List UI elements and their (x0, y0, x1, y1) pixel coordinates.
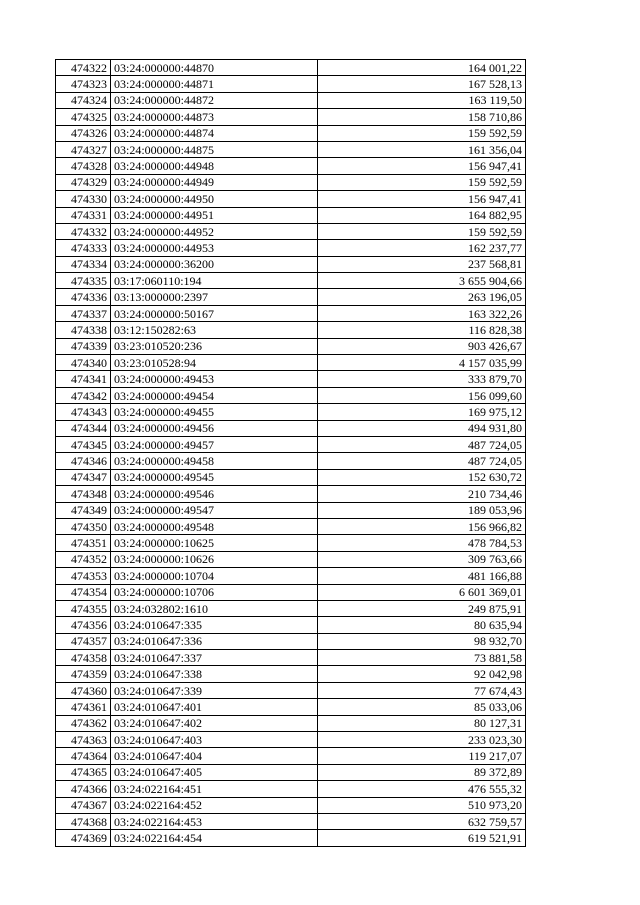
amount-cell: 481 166,88 (318, 568, 526, 584)
table-row (56, 322, 526, 338)
table-row (56, 732, 526, 748)
amount-cell: 159 592,59 (318, 174, 526, 190)
row-number-cell: 474340 (56, 355, 111, 371)
table-row (56, 453, 526, 469)
row-number-cell: 474342 (56, 387, 111, 403)
table-row (56, 289, 526, 305)
table-row (56, 617, 526, 633)
table-row (56, 666, 526, 682)
table-row (56, 568, 526, 584)
table-row (56, 682, 526, 698)
cadastral-number-cell: 03:24:000000:49546 (111, 486, 318, 502)
cadastral-number-cell: 03:24:000000:44870 (111, 60, 318, 76)
row-number-cell: 474360 (56, 682, 111, 698)
cadastral-number-cell: 03:24:000000:44875 (111, 141, 318, 157)
row-number-cell: 474341 (56, 371, 111, 387)
table-row (56, 486, 526, 502)
table-row (56, 174, 526, 190)
table-row (56, 650, 526, 666)
row-number-cell: 474324 (56, 92, 111, 108)
table-row (56, 469, 526, 485)
row-number-cell: 474359 (56, 666, 111, 682)
table-body (56, 60, 526, 847)
row-number-cell: 474357 (56, 633, 111, 649)
table-row (56, 305, 526, 321)
row-number-cell: 474333 (56, 240, 111, 256)
row-number-cell: 474322 (56, 60, 111, 76)
row-number-cell: 474323 (56, 76, 111, 92)
cadastral-number-cell: 03:24:000000:49453 (111, 371, 318, 387)
amount-cell: 156 947,41 (318, 158, 526, 174)
cadastral-number-cell: 03:24:010647:403 (111, 732, 318, 748)
row-number-cell: 474336 (56, 289, 111, 305)
table-row (56, 223, 526, 239)
table-row (56, 797, 526, 813)
row-number-cell: 474358 (56, 650, 111, 666)
table-row (56, 92, 526, 108)
table-row (56, 387, 526, 403)
amount-cell: 152 630,72 (318, 469, 526, 485)
row-number-cell: 474354 (56, 584, 111, 600)
amount-cell: 163 322,26 (318, 305, 526, 321)
row-number-cell: 474335 (56, 273, 111, 289)
table-row (56, 764, 526, 780)
row-number-cell: 474361 (56, 699, 111, 715)
table-row (56, 125, 526, 141)
cadastral-number-cell: 03:23:010520:236 (111, 338, 318, 354)
table-row (56, 191, 526, 207)
cadastral-number-cell: 03:24:000000:49454 (111, 387, 318, 403)
row-number-cell: 474337 (56, 305, 111, 321)
cadastral-number-cell: 03:24:000000:10704 (111, 568, 318, 584)
amount-cell: 161 356,04 (318, 141, 526, 157)
amount-cell: 6 601 369,01 (318, 584, 526, 600)
amount-cell: 494 931,80 (318, 420, 526, 436)
row-number-cell: 474330 (56, 191, 111, 207)
amount-cell: 80 127,31 (318, 715, 526, 731)
amount-cell: 73 881,58 (318, 650, 526, 666)
row-number-cell: 474368 (56, 813, 111, 829)
row-number-cell: 474339 (56, 338, 111, 354)
amount-cell: 333 879,70 (318, 371, 526, 387)
cadastral-number-cell: 03:24:010647:337 (111, 650, 318, 666)
amount-cell: 164 882,95 (318, 207, 526, 223)
table-row (56, 502, 526, 518)
cadastral-number-cell: 03:24:000000:44874 (111, 125, 318, 141)
table-row (56, 371, 526, 387)
amount-cell: 167 528,13 (318, 76, 526, 92)
row-number-cell: 474362 (56, 715, 111, 731)
amount-cell: 156 966,82 (318, 518, 526, 534)
cadastral-number-cell: 03:17:060110:194 (111, 273, 318, 289)
amount-cell: 487 724,05 (318, 436, 526, 452)
row-number-cell: 474332 (56, 223, 111, 239)
row-number-cell: 474348 (56, 486, 111, 502)
row-number-cell: 474352 (56, 551, 111, 567)
cadastral-number-cell: 03:24:000000:44950 (111, 191, 318, 207)
cadastral-number-cell: 03:24:000000:49457 (111, 436, 318, 452)
row-number-cell: 474349 (56, 502, 111, 518)
amount-cell: 158 710,86 (318, 109, 526, 125)
table-row (56, 518, 526, 534)
row-number-cell: 474367 (56, 797, 111, 813)
amount-cell: 89 372,89 (318, 764, 526, 780)
cadastral-number-cell: 03:24:010647:338 (111, 666, 318, 682)
cadastral-number-cell: 03:24:000000:50167 (111, 305, 318, 321)
cadastral-number-cell: 03:24:010647:404 (111, 748, 318, 764)
row-number-cell: 474331 (56, 207, 111, 223)
cadastral-number-cell: 03:13:000000:2397 (111, 289, 318, 305)
amount-cell: 169 975,12 (318, 404, 526, 420)
cadastral-number-cell: 03:24:000000:49458 (111, 453, 318, 469)
row-number-cell: 474347 (56, 469, 111, 485)
row-number-cell: 474351 (56, 535, 111, 551)
amount-cell: 210 734,46 (318, 486, 526, 502)
table-row (56, 404, 526, 420)
amount-cell: 156 947,41 (318, 191, 526, 207)
cadastral-number-cell: 03:24:022164:451 (111, 781, 318, 797)
cadastral-number-cell: 03:23:010528:94 (111, 355, 318, 371)
row-number-cell: 474365 (56, 764, 111, 780)
amount-cell: 3 655 904,66 (318, 273, 526, 289)
cadastral-number-cell: 03:24:000000:44872 (111, 92, 318, 108)
amount-cell: 237 568,81 (318, 256, 526, 272)
row-number-cell: 474366 (56, 781, 111, 797)
row-number-cell: 474356 (56, 617, 111, 633)
table-row (56, 256, 526, 272)
amount-cell: 309 763,66 (318, 551, 526, 567)
row-number-cell: 474343 (56, 404, 111, 420)
row-number-cell: 474325 (56, 109, 111, 125)
amount-cell: 162 237,77 (318, 240, 526, 256)
amount-cell: 233 023,30 (318, 732, 526, 748)
amount-cell: 903 426,67 (318, 338, 526, 354)
cadastral-number-cell: 03:24:010647:401 (111, 699, 318, 715)
table-row (56, 830, 526, 846)
amount-cell: 249 875,91 (318, 600, 526, 616)
amount-cell: 163 119,50 (318, 92, 526, 108)
cadastral-number-cell: 03:12:150282:63 (111, 322, 318, 338)
amount-cell: 632 759,57 (318, 813, 526, 829)
amount-cell: 164 001,22 (318, 60, 526, 76)
cadastral-number-cell: 03:24:000000:44871 (111, 76, 318, 92)
amount-cell: 85 033,06 (318, 699, 526, 715)
table-row (56, 141, 526, 157)
table-row (56, 109, 526, 125)
amount-cell: 77 674,43 (318, 682, 526, 698)
table-row (56, 633, 526, 649)
row-number-cell: 474350 (56, 518, 111, 534)
table-row (56, 781, 526, 797)
row-number-cell: 474346 (56, 453, 111, 469)
amount-cell: 159 592,59 (318, 125, 526, 141)
cadastral-number-cell: 03:24:000000:49548 (111, 518, 318, 534)
cadastral-number-cell: 03:24:000000:44951 (111, 207, 318, 223)
table-row (56, 60, 526, 76)
cadastral-number-cell: 03:24:000000:49456 (111, 420, 318, 436)
cadastral-number-cell: 03:24:010647:402 (111, 715, 318, 731)
table-row (56, 748, 526, 764)
cadastral-number-cell: 03:24:000000:49545 (111, 469, 318, 485)
amount-cell: 478 784,53 (318, 535, 526, 551)
table-row (56, 699, 526, 715)
amount-cell: 80 635,94 (318, 617, 526, 633)
table-row (56, 600, 526, 616)
row-number-cell: 474364 (56, 748, 111, 764)
table-row (56, 273, 526, 289)
table-row (56, 158, 526, 174)
cadastral-number-cell: 03:24:000000:10625 (111, 535, 318, 551)
cadastral-number-cell: 03:24:000000:44952 (111, 223, 318, 239)
row-number-cell: 474326 (56, 125, 111, 141)
row-number-cell: 474338 (56, 322, 111, 338)
amount-cell: 4 157 035,99 (318, 355, 526, 371)
table-row (56, 76, 526, 92)
amount-cell: 98 932,70 (318, 633, 526, 649)
cadastral-number-cell: 03:24:000000:49455 (111, 404, 318, 420)
amount-cell: 116 828,38 (318, 322, 526, 338)
cadastral-number-cell: 03:24:000000:36200 (111, 256, 318, 272)
amount-cell: 263 196,05 (318, 289, 526, 305)
row-number-cell: 474328 (56, 158, 111, 174)
cadastral-number-cell: 03:24:010647:405 (111, 764, 318, 780)
amount-cell: 619 521,91 (318, 830, 526, 846)
row-number-cell: 474345 (56, 436, 111, 452)
cadastral-number-cell: 03:24:022164:452 (111, 797, 318, 813)
table-row (56, 436, 526, 452)
table-row (56, 535, 526, 551)
cadastral-number-cell: 03:24:022164:453 (111, 813, 318, 829)
row-number-cell: 474327 (56, 141, 111, 157)
cadastral-number-cell: 03:24:000000:10706 (111, 584, 318, 600)
cadastral-number-cell: 03:24:010647:335 (111, 617, 318, 633)
cadastral-value-table (55, 59, 526, 847)
cadastral-number-cell: 03:24:032802:1610 (111, 600, 318, 616)
amount-cell: 156 099,60 (318, 387, 526, 403)
cadastral-number-cell: 03:24:000000:44873 (111, 109, 318, 125)
amount-cell: 510 973,20 (318, 797, 526, 813)
row-number-cell: 474355 (56, 600, 111, 616)
amount-cell: 119 217,07 (318, 748, 526, 764)
cadastral-number-cell: 03:24:022164:454 (111, 830, 318, 846)
table-row (56, 813, 526, 829)
amount-cell: 92 042,98 (318, 666, 526, 682)
amount-cell: 159 592,59 (318, 223, 526, 239)
cadastral-number-cell: 03:24:010647:339 (111, 682, 318, 698)
table-row (56, 355, 526, 371)
row-number-cell: 474334 (56, 256, 111, 272)
row-number-cell: 474369 (56, 830, 111, 846)
table-row (56, 420, 526, 436)
table-row (56, 551, 526, 567)
cadastral-number-cell: 03:24:000000:49547 (111, 502, 318, 518)
row-number-cell: 474344 (56, 420, 111, 436)
cadastral-number-cell: 03:24:010647:336 (111, 633, 318, 649)
table-row (56, 715, 526, 731)
table-row (56, 584, 526, 600)
cadastral-number-cell: 03:24:000000:44949 (111, 174, 318, 190)
row-number-cell: 474363 (56, 732, 111, 748)
table-row (56, 207, 526, 223)
cadastral-number-cell: 03:24:000000:44953 (111, 240, 318, 256)
table-row (56, 240, 526, 256)
cadastral-number-cell: 03:24:000000:10626 (111, 551, 318, 567)
row-number-cell: 474353 (56, 568, 111, 584)
amount-cell: 476 555,32 (318, 781, 526, 797)
table-row (56, 338, 526, 354)
amount-cell: 487 724,05 (318, 453, 526, 469)
amount-cell: 189 053,96 (318, 502, 526, 518)
row-number-cell: 474329 (56, 174, 111, 190)
cadastral-number-cell: 03:24:000000:44948 (111, 158, 318, 174)
